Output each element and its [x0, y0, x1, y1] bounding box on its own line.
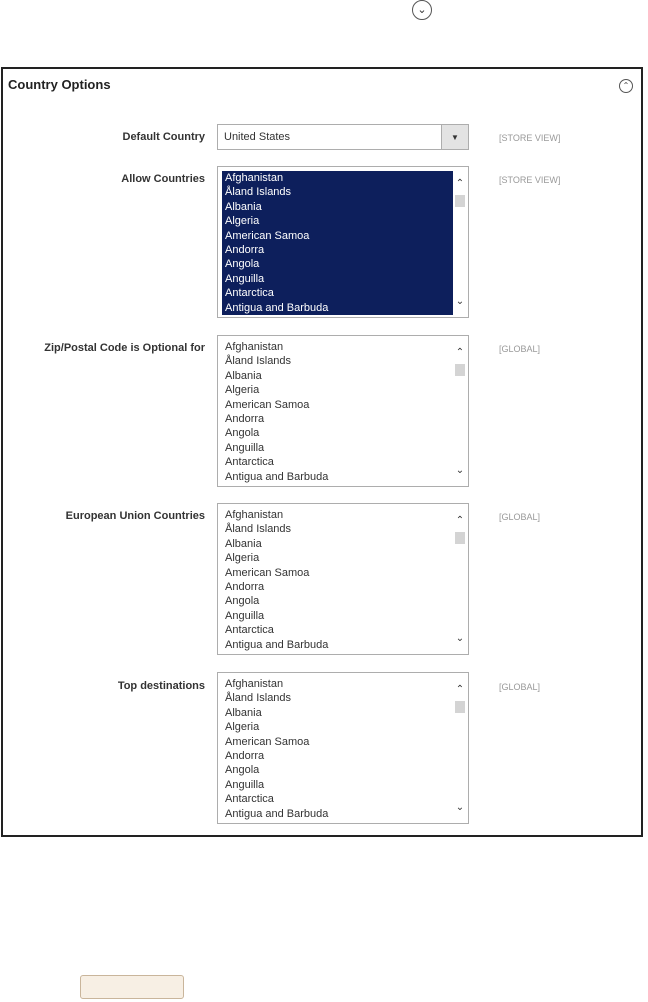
eu-countries-multiselect[interactable] — [217, 503, 469, 655]
list-option[interactable]: Antigua and Barbuda — [225, 638, 329, 651]
panel-title: Country Options — [8, 77, 111, 92]
scroll-thumb[interactable] — [455, 364, 465, 376]
list-option[interactable]: Albania — [225, 200, 262, 213]
default-country-scope: [STORE VIEW] — [499, 133, 561, 143]
list-option[interactable]: Angola — [225, 427, 260, 440]
top-destinations-options — [222, 677, 453, 821]
chevron-down-icon[interactable]: ⌄ — [455, 295, 465, 307]
list-option[interactable]: Angola — [225, 595, 260, 608]
list-option[interactable]: American Samoa — [225, 566, 310, 579]
list-option[interactable]: Åland Islands — [225, 692, 292, 705]
list-option[interactable]: Åland Islands — [225, 523, 292, 536]
list-option[interactable]: Angola — [225, 764, 260, 777]
list-option[interactable]: Anguilla — [225, 609, 265, 622]
zip-optional-label: Zip/Postal Code is Optional for — [44, 342, 205, 354]
chevron-up-icon[interactable]: ⌃ — [455, 683, 465, 695]
top-destinations-label: Top destinations — [117, 680, 205, 692]
caret-down-icon[interactable]: ▼ — [441, 125, 468, 149]
default-country-value: United States — [224, 131, 291, 143]
list-option[interactable]: Afghanistan — [225, 341, 284, 353]
list-option[interactable]: Algeria — [225, 384, 260, 397]
allow-countries-scrollbar[interactable] — [454, 171, 466, 313]
chevron-down-icon[interactable]: ⌄ — [455, 464, 465, 476]
list-option[interactable]: Algeria — [225, 721, 260, 734]
list-option[interactable]: Åland Islands — [225, 186, 292, 199]
list-option[interactable]: Afghanistan — [225, 172, 284, 184]
list-option[interactable]: Antarctica — [225, 456, 274, 469]
list-option[interactable]: Antigua and Barbuda — [225, 301, 329, 314]
list-option[interactable]: Anguilla — [225, 441, 265, 454]
list-option[interactable]: American Samoa — [225, 398, 310, 411]
allow-countries-options — [222, 171, 453, 315]
list-option[interactable]: Antigua and Barbuda — [225, 470, 329, 483]
chevron-up-icon[interactable]: ⌃ — [455, 346, 465, 358]
zip-optional-scope: [GLOBAL] — [499, 344, 541, 354]
chevron-up-icon[interactable]: ⌃ — [455, 177, 465, 189]
chevron-down-icon[interactable]: ⌄ — [455, 632, 465, 644]
default-country-label: Default Country — [122, 131, 205, 143]
list-option[interactable]: Antarctica — [225, 624, 274, 637]
list-option[interactable]: Afghanistan — [225, 509, 284, 521]
panel-collapse-toggle-icon[interactable]: ⌃ — [619, 79, 633, 93]
chevron-down-icon[interactable]: ⌄ — [455, 801, 465, 813]
list-option[interactable]: Åland Islands — [225, 355, 292, 368]
section-expand-toggle-icon[interactable]: ⌄ — [412, 0, 432, 20]
top-destinations-scrollbar[interactable] — [454, 677, 466, 819]
list-option[interactable]: Algeria — [225, 215, 260, 228]
list-option[interactable]: Andorra — [225, 412, 265, 425]
list-option[interactable]: Andorra — [225, 243, 265, 256]
action-button[interactable] — [80, 975, 184, 999]
top-destinations-scope: [GLOBAL] — [499, 682, 541, 692]
list-option[interactable]: Albania — [225, 537, 262, 550]
eu-countries-scrollbar[interactable] — [454, 508, 466, 650]
list-option[interactable]: Andorra — [225, 749, 265, 762]
list-option[interactable]: Antigua and Barbuda — [225, 807, 329, 820]
list-option[interactable]: Albania — [225, 369, 262, 382]
scroll-thumb[interactable] — [455, 532, 465, 544]
top-destinations-multiselect[interactable] — [217, 672, 469, 824]
list-option[interactable]: Albania — [225, 706, 262, 719]
scroll-thumb[interactable] — [455, 701, 465, 713]
chevron-up-icon[interactable]: ⌃ — [455, 514, 465, 526]
eu-countries-label: European Union Countries — [65, 510, 205, 522]
allow-countries-label: Allow Countries — [121, 173, 205, 185]
country-options-panel — [1, 67, 643, 837]
scroll-thumb[interactable] — [455, 195, 465, 207]
list-option[interactable]: Anguilla — [225, 272, 265, 285]
zip-optional-multiselect[interactable] — [217, 335, 469, 487]
list-option[interactable]: Algeria — [225, 552, 260, 565]
default-country-select[interactable] — [217, 124, 469, 150]
list-option[interactable]: American Samoa — [225, 735, 310, 748]
list-option[interactable]: Afghanistan — [225, 678, 284, 690]
list-option[interactable]: American Samoa — [225, 229, 310, 242]
list-option[interactable]: Angola — [225, 258, 260, 271]
list-option[interactable]: Antarctica — [225, 287, 274, 300]
eu-countries-options — [222, 508, 453, 652]
zip-optional-scrollbar[interactable] — [454, 340, 466, 482]
list-option[interactable]: Andorra — [225, 580, 265, 593]
list-option[interactable]: Anguilla — [225, 778, 265, 791]
allow-countries-scope: [STORE VIEW] — [499, 175, 561, 185]
allow-countries-multiselect[interactable] — [217, 166, 469, 318]
list-option[interactable]: Antarctica — [225, 793, 274, 806]
eu-countries-scope: [GLOBAL] — [499, 512, 541, 522]
zip-optional-options — [222, 340, 453, 484]
